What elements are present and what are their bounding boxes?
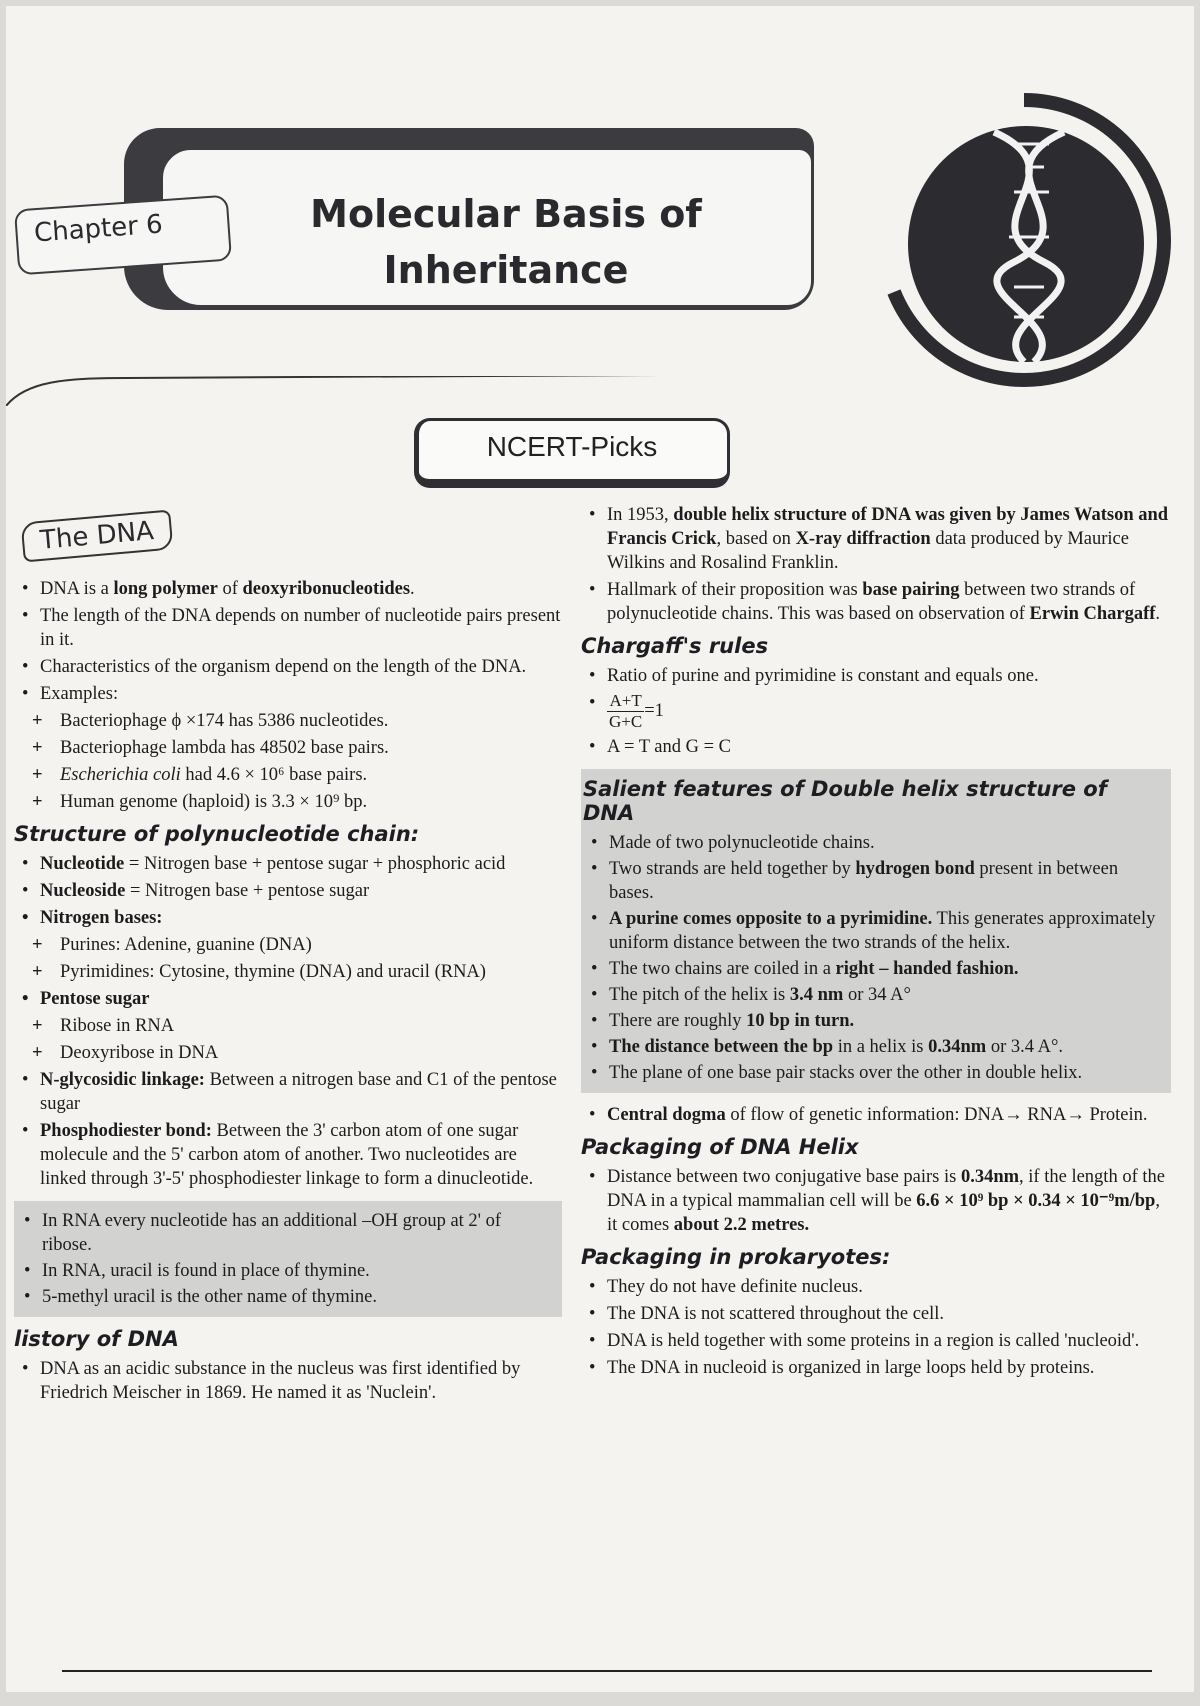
list-item: • In RNA, uracil is found in place of thymine.: [16, 1259, 554, 1283]
list-item: • Phosphodiester bond: Between the 3' carbon atom of one sugar molecule and the 5' carbon atom of another. Two nucleotides are linked through 3'-5' phosphodiester linkage to form a dinucleotide.: [14, 1119, 562, 1191]
salient-heading: Salient features of Double helix structure of DNA: [583, 777, 1107, 825]
list-item: • Two strands are held together by hydrogen bond present in between bases.: [583, 857, 1163, 905]
textbook-page: [6, 6, 1194, 1692]
list-item: • Made of two polynucleotide chains.: [583, 831, 1163, 855]
list-item: • Pentose sugar: [14, 987, 562, 1011]
list-item: • Hallmark of their proposition was base pairing between two strands of polynucleotide chains. This was based on observation of Erwin Chargaff.: [581, 578, 1171, 626]
list-item: • Nucleotide = Nitrogen base + pentose sugar + phosphoric acid: [14, 852, 562, 876]
list-item: • A purine comes opposite to a pyrimidine. This generates approximately uniform distance between the two strands of the helix.: [583, 907, 1163, 955]
chapter-title: Molecular Basis of Inheritance: [310, 192, 702, 292]
example-item: + Bacteriophage ϕ ×174 has 5386 nucleotides.: [14, 709, 562, 733]
list-item: • DNA as an acidic substance in the nucleus was first identified by Friedrich Meischer in 1869. He named it as 'Nuclein'.: [14, 1357, 562, 1405]
intro-list: [581, 503, 1171, 626]
list-item: • Characteristics of the organism depend on the length of the DNA.: [14, 655, 562, 679]
salient-features-box: [581, 769, 1171, 1093]
list-item: • 5-methyl uracil is the other name of thymine.: [16, 1285, 554, 1309]
right-column: [581, 500, 1171, 1383]
prokaryotes-list: [581, 1275, 1171, 1380]
chargaff-ratio: • $\frac{A+T}{G+C}$ =1: [581, 691, 1171, 732]
sub-item: + Deoxyribose in DNA: [14, 1041, 562, 1065]
sub-item: + Ribose in RNA: [14, 1014, 562, 1038]
list-item: • In RNA every nucleotide has an additional –OH group at 2' of ribose.: [16, 1209, 554, 1257]
history-list: [14, 1357, 562, 1405]
list-item: • DNA is held together with some proteins in a region is called 'nucleoid'.: [581, 1329, 1171, 1353]
example-item: + Bacteriophage lambda has 48502 base pairs.: [14, 736, 562, 760]
list-item: • Distance between two conjugative base pairs is 0.34nm, if the length of the DNA in a typical mammalian cell will be 6.6 × 10⁹ bp × 0.34 × 10⁻⁹m/bp, it comes about 2.2 metres.: [581, 1165, 1171, 1237]
list-item: • N-glycosidic linkage: Between a nitrogen base and C1 of the pentose sugar: [14, 1068, 562, 1116]
list-item: • The length of the DNA depends on number of nucleotide pairs present in it.: [14, 604, 562, 652]
list-item: • Ratio of purine and pyrimidine is constant and equals one.: [581, 664, 1171, 688]
list-item: • Nitrogen bases:: [14, 906, 562, 930]
prokaryotes-heading: Packaging in prokaryotes:: [581, 1245, 891, 1269]
list-item: • They do not have definite nucleus.: [581, 1275, 1171, 1299]
packaging-list: [581, 1165, 1171, 1237]
chargaff-list: [581, 664, 1171, 759]
footer-divider: [62, 1670, 1152, 1672]
the-dna-heading: The DNA: [21, 510, 174, 563]
structure-list: [14, 852, 562, 1191]
list-item: • The two chains are coiled in a right – handed fashion.: [583, 957, 1163, 981]
chargaff-heading: Chargaff's rules: [581, 634, 769, 658]
ncert-picks-label: NCERT-Picks: [486, 431, 658, 462]
left-column: [14, 506, 562, 1408]
list-item: • A = T and G = C: [581, 735, 1171, 759]
example-item: + Human genome (haploid) is 3.3 × 10⁹ bp.: [14, 790, 562, 814]
list-item: • The DNA is not scattered throughout the cell.: [581, 1302, 1171, 1326]
list-item: • The pitch of the helix is 3.4 nm or 34 A°: [583, 983, 1163, 1007]
packaging-heading: Packaging of DNA Helix: [581, 1135, 859, 1159]
rna-note-box: [14, 1201, 562, 1317]
history-heading: listory of DNA: [14, 1327, 179, 1351]
list-item: • Central dogma of flow of genetic information: DNA→ RNA→ Protein.: [581, 1103, 1171, 1127]
the-dna-list: [14, 577, 562, 814]
list-item: • Nucleoside = Nitrogen base + pentose sugar: [14, 879, 562, 903]
dna-helix-icon: [874, 92, 1174, 388]
list-item: • There are roughly 10 bp in turn.: [583, 1009, 1163, 1033]
header-divider: [6, 376, 1194, 406]
dogma-list: [581, 1103, 1171, 1127]
chapter-label: Chapter 6: [33, 209, 164, 249]
structure-heading: Structure of polynucleotide chain:: [14, 822, 420, 846]
sub-item: + Purines: Adenine, guanine (DNA): [14, 933, 562, 957]
list-item: • The plane of one base pair stacks over the other in double helix.: [583, 1061, 1163, 1085]
list-item: • DNA is a long polymer of deoxyribonucleotides.: [14, 577, 562, 601]
list-item: • The distance between the bp in a helix is 0.34nm or 3.4 A°.: [583, 1035, 1163, 1059]
list-item: • The DNA in nucleoid is organized in large loops held by proteins.: [581, 1356, 1171, 1380]
list-item: • In 1953, double helix structure of DNA was given by James Watson and Francis Crick, based on X-ray diffraction data produced by Maurice Wilkins and Rosalind Franklin.: [581, 503, 1171, 575]
example-item: + Escherichia coli had 4.6 × 10⁶ base pairs.: [14, 763, 562, 787]
sub-item: + Pyrimidines: Cytosine, thymine (DNA) and uracil (RNA): [14, 960, 562, 984]
list-item: • Examples:: [14, 682, 562, 706]
